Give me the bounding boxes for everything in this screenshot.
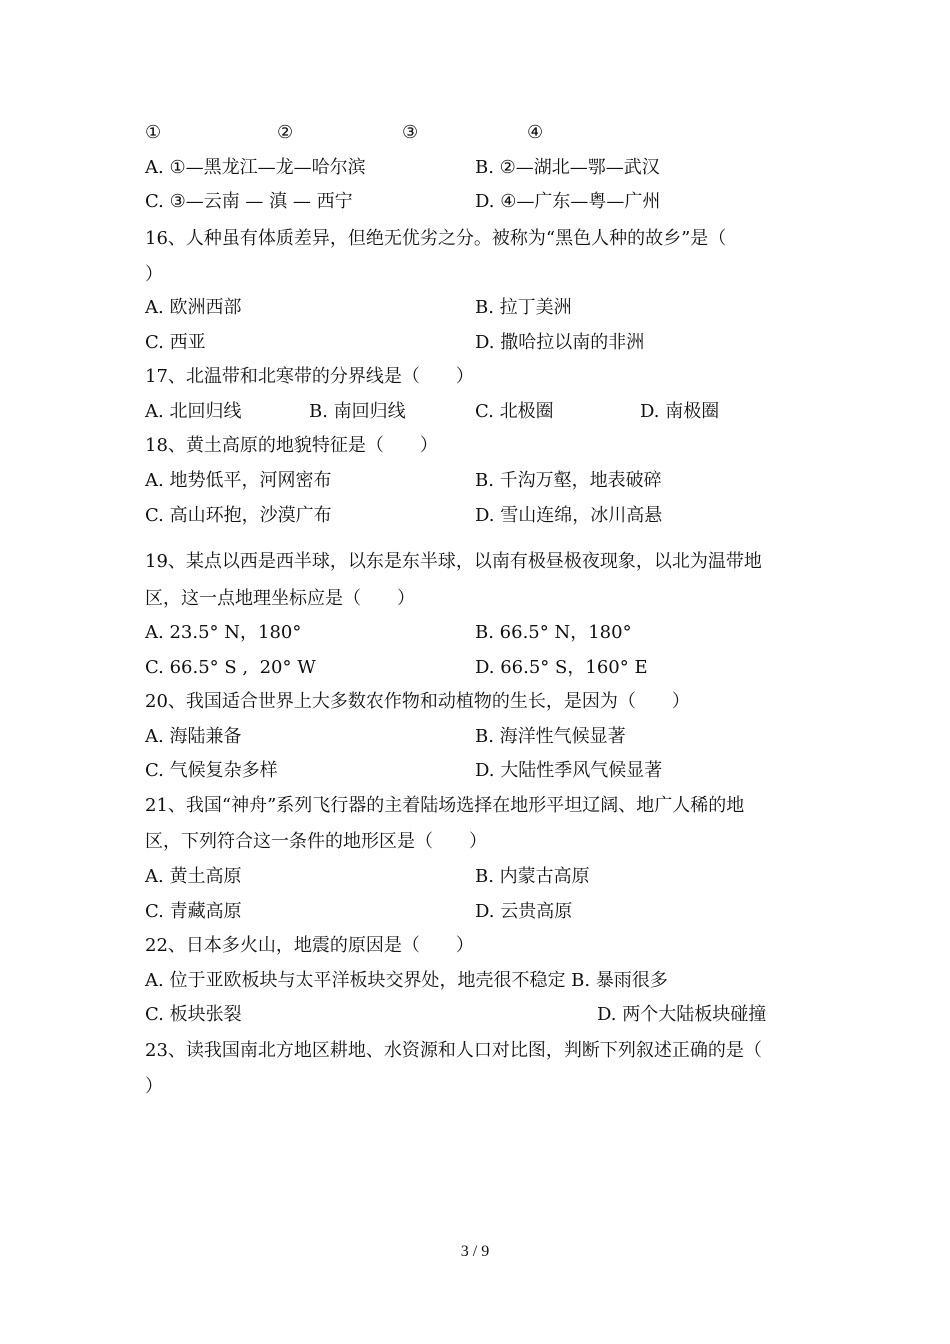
q16-option-c: C. 西亚 <box>145 332 206 353</box>
q23-stem-line1: 23、读我国南北方地区耕地、水资源和人口对比图，判断下列叙述正确的是（ <box>145 1040 762 1061</box>
q15-circle-4: ④ <box>527 122 544 143</box>
q22-option-c: C. 板块张裂 <box>145 1004 242 1025</box>
q16-stem-line2: ） <box>145 264 163 285</box>
q20-option-b: B. 海洋性气候显著 <box>475 726 626 747</box>
q22-option-d: D. 两个大陆板块碰撞 <box>597 1004 767 1025</box>
q21-stem-line1: 21、我国“神舟”系列飞行器的主着陆场选择在地形平坦辽阔、地广人稀的地 <box>145 795 745 816</box>
q17-option-a: A. 北回归线 <box>145 401 242 422</box>
q18-option-d: D. 雪山连绵，冰川高悬 <box>475 505 663 526</box>
q21-stem-line2: 区，下列符合这一条件的地形区是（ ） <box>145 831 487 852</box>
q16-option-b: B. 拉丁美洲 <box>475 297 572 318</box>
q20-option-c: C. 气候复杂多样 <box>145 760 278 781</box>
q16-option-d: D. 撒哈拉以南的非洲 <box>475 332 645 353</box>
q15-option-b: B. ②—湖北—鄂—武汉 <box>475 157 660 178</box>
q20-stem: 20、我国适合世界上大多数农作物和动植物的生长，是因为（ ） <box>145 691 690 712</box>
q15-option-a: A. ①—黑龙江—龙—哈尔滨 <box>145 157 366 178</box>
q19-stem-line2: 区，这一点地理坐标应是（ ） <box>145 588 415 609</box>
q20-option-d: D. 大陆性季风气候显著 <box>475 760 663 781</box>
q17-option-d: D. 南极圈 <box>640 401 720 422</box>
q21-option-c: C. 青藏高原 <box>145 901 242 922</box>
q15-circle-3: ③ <box>402 122 419 143</box>
q19-option-b: B. 66.5° N，180° <box>475 622 632 643</box>
q15-option-d: D. ④—广东—粤—广州 <box>475 191 661 212</box>
q17-option-c: C. 北极圈 <box>475 401 554 422</box>
q18-stem: 18、黄土高原的地貌特征是（ ） <box>145 435 438 456</box>
q15-circle-1: ① <box>145 122 162 143</box>
q17-option-b: B. 南回归线 <box>309 401 406 422</box>
q21-option-d: D. 云贵高原 <box>475 901 573 922</box>
q21-option-b: B. 内蒙古高原 <box>475 866 590 887</box>
q21-option-a: A. 黄土高原 <box>145 866 242 887</box>
q16-option-a: A. 欧洲西部 <box>145 297 242 318</box>
q15-circle-2: ② <box>277 122 294 143</box>
q18-option-c: C. 高山环抱，沙漠广布 <box>145 505 332 526</box>
q22-option-ab: A. 位于亚欧板块与太平洋板块交界处，地壳很不稳定 B. 暴雨很多 <box>145 970 668 991</box>
q19-option-c: C. 66.5° S , 20° W <box>145 657 316 678</box>
q17-stem: 17、北温带和北寒带的分界线是（ ） <box>145 366 474 387</box>
q18-option-b: B. 千沟万壑，地表破碎 <box>475 470 662 491</box>
page-number: 3 / 9 <box>460 1243 490 1260</box>
q22-stem: 22、日本多火山，地震的原因是（ ） <box>145 935 474 956</box>
q20-option-a: A. 海陆兼备 <box>145 726 242 747</box>
q19-option-d: D. 66.5° S，160° E <box>475 657 648 678</box>
q18-option-a: A. 地势低平，河网密布 <box>145 470 332 491</box>
q16-stem-line1: 16、人种虽有体质差异，但绝无优劣之分。被称为“黑色人种的故乡”是（ <box>145 228 727 249</box>
q15-option-c: C. ③—云南 — 滇 — 西宁 <box>145 191 353 212</box>
q23-stem-line2: ） <box>145 1076 163 1097</box>
q19-option-a: A. 23.5° N，180° <box>145 622 302 643</box>
q19-stem-line1: 19、某点以西是西半球，以东是东半球，以南有极昼极夜现象，以北为温带地 <box>145 551 762 572</box>
